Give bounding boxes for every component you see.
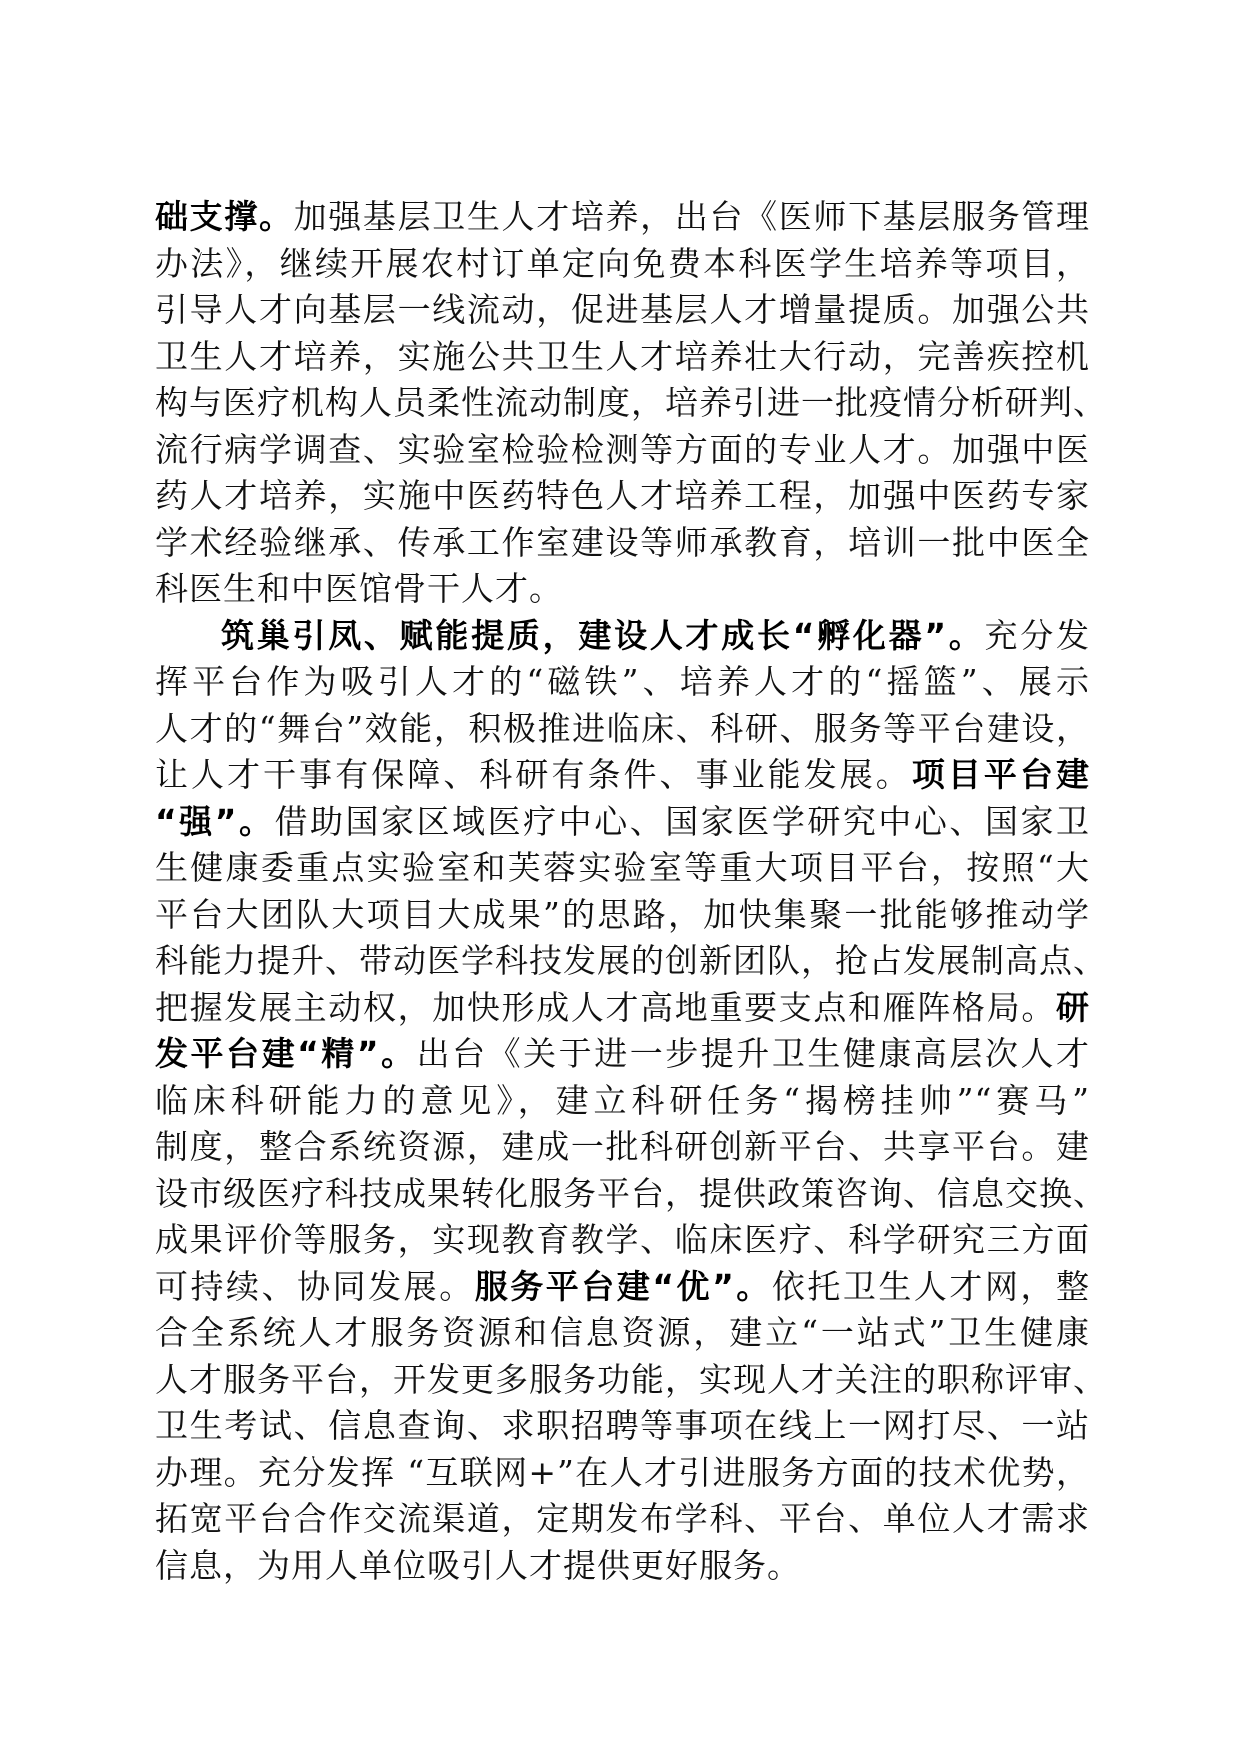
body-text-segment: 临床科研能力的意见》，建立科研任务“揭榜挂帅”“赛马” [155,1080,1090,1120]
text-line [155,613,1090,660]
body-text-segment: 借助国家区域医疗中心、国家医学研究中心、国家卫 [274,801,1090,841]
text-line [155,659,1090,706]
text-line [155,334,1090,381]
text-line [155,1078,1090,1125]
body-text-segment: 出台《关于进一步提升卫生健康高层次人才 [416,1034,1090,1073]
body-text-segment: 合全系统人才服务资源和信息资源，建立“一站式”卫生健康 [155,1313,1090,1352]
body-text-segment: 平台大团队大项目大成果”的思路，加快集聚一批能够推动学 [155,894,1090,934]
text-line [155,520,1090,567]
body-text-segment: 设市级医疗科技成果转化服务平台，提供政策咨询、信息交换、 [155,1173,1107,1213]
text-line [155,938,1107,985]
body-text-segment: 科医生和中医馆骨干人才。 [155,569,563,608]
body-text-segment: 充分发 [984,615,1090,655]
body-text-segment: 卫生考试、信息查询、求职招聘等事项在线上一网打尽、一站 [155,1406,1090,1445]
text-line [155,566,1090,613]
text-line [155,752,1090,799]
text-line [155,1450,1090,1497]
body-text-segment: 生健康委重点实验室和芙蓉实验室等重大项目平台，按照“大 [155,848,1090,887]
text-line [155,1031,1090,1078]
body-text-segment: 制度，整合系统资源，建成一批科研创新平台、共享平台。建 [155,1127,1090,1166]
text-line [155,1403,1090,1450]
text-line [155,1496,1090,1543]
body-text-segment: 学术经验继承、传承工作室建设等师承教育，培训一批中医全 [155,522,1090,562]
body-text-segment: 药人才培养，实施中医药特色人才培养工程，加强中医药专家 [155,476,1090,515]
body-text-segment: 让人才干事有保障、科研有条件、事业能发展。 [155,755,912,794]
body-text-segment: 挥平台作为吸引人才的“磁铁”、培养人才的“摇篮”、展示 [155,662,1090,701]
text-line [155,985,1090,1032]
text-line [155,1217,1090,1264]
text-line [155,427,1090,474]
bold-heading-text: 筑巢引凤、赋能提质，建设人才成长“孵化器”。 [221,615,985,655]
bold-heading-text: 项目平台建 [911,755,1091,794]
body-text-segment: 人才的“舞台”效能，积极推进临床、科研、服务等平台建设， [155,708,1090,748]
text-line [155,892,1090,939]
text-line [155,287,1090,334]
text-line [155,1310,1090,1357]
text-line [155,845,1090,892]
text-line [155,1124,1090,1171]
body-text [155,194,1107,1589]
body-text-segment: 把握发展主动权，加快形成人才高地重要支点和雁阵格局。 [155,987,1056,1027]
bold-heading-text: 服务平台建“优”。 [474,1266,772,1306]
text-line [155,194,1090,241]
body-text-segment: 流行病学调查、实验室检验检测等方面的专业人才。加强中医 [155,429,1090,469]
body-text-segment: 信息，为用人单位吸引人才提供更好服务。 [155,1545,801,1585]
text-line [155,241,1090,288]
body-text-segment: 成果评价等服务，实现教育教学、临床医疗、科学研究三方面 [155,1220,1090,1259]
text-line [155,706,1090,753]
body-text-segment: 构与医疗机构人员柔性流动制度，培养引进一批疫情分析研判、 [155,383,1107,422]
body-text-segment: 科能力提升、带动医学科技发展的创新团队，抢占发展制高点、 [155,941,1107,980]
text-line [155,380,1107,427]
bold-heading-text: 础支撑。 [155,197,294,236]
body-text-segment: 卫生人才培养，实施公共卫生人才培养壮大行动，完善疾控机 [155,336,1090,376]
text-line [155,1357,1107,1404]
body-text-segment: 拓宽平台合作交流渠道，定期发布学科、平台、单位人才需求 [155,1499,1090,1538]
text-line [155,1171,1107,1218]
text-line [155,1264,1090,1311]
text-line [155,799,1090,846]
text-line [155,473,1090,520]
body-text-segment: 加强基层卫生人才培养，出台《医师下基层服务管理 [293,197,1091,236]
bold-heading-text: 发平台建“精”。 [155,1034,417,1073]
body-text-segment: 办理。充分发挥 “互联网+”在人才引进服务方面的技术优势， [155,1452,1090,1492]
bold-heading-text: 研 [1056,987,1090,1027]
body-text-segment: 依托卫生人才网，整 [771,1266,1090,1306]
bold-heading-text: “强”。 [155,801,275,841]
body-text-segment: 人才服务平台，开发更多服务功能，实现人才关注的职称评审、 [155,1359,1107,1399]
body-text-segment: 办法》，继续开展农村订单定向免费本科医学生培养等项目， [155,243,1090,283]
body-text-segment: 可持续、协同发展。 [155,1266,475,1306]
body-text-segment: 引导人才向基层一线流动，促进基层人才增量提质。加强公共 [155,290,1090,329]
text-line [155,1543,1090,1590]
